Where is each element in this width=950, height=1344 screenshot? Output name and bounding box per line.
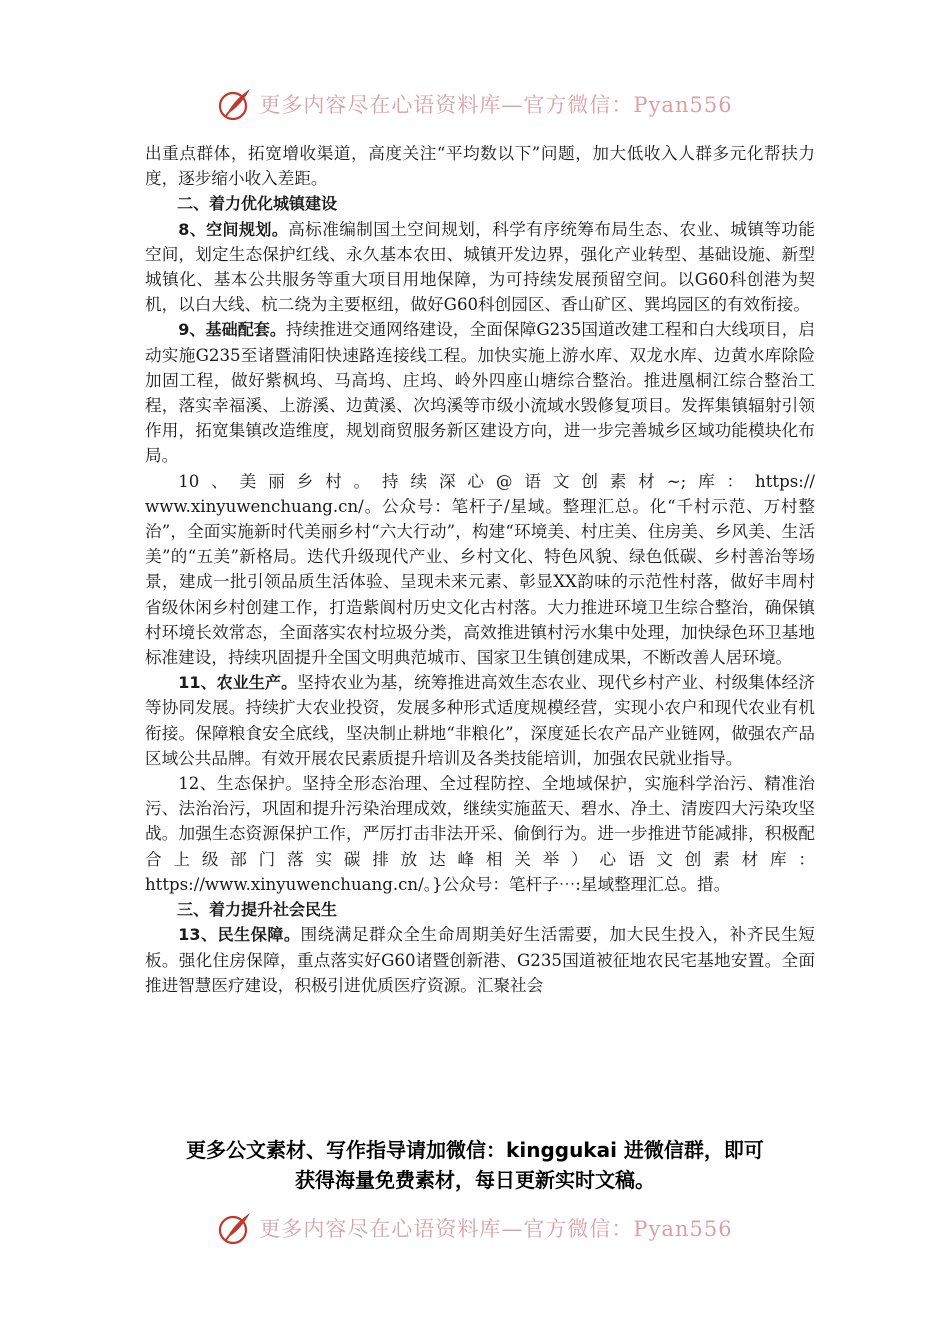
- paragraph-9-text: 持续推进交通网络建设，全面保障G235国道改建工程和白大线项目，启动实施G235至诸暨浦阳快速路连接线工程。加快实施上游水库、双龙水库、边黄水库除险加固工程，做好紫枫坞、马高坞、庄坞、岭外四座山塘综合整治。推进凰桐江综合整治工程，落实幸福溪、上游溪、边黄溪、次坞溪等市级小流域水毁修复项目。发挥集镇辐射引领作用，拓宽集镇改造维度，规划商贸服务新区建设方向，进一步完善城乡区域功能模块化布局。: [145, 320, 815, 466]
- paragraph-12: 12、生态保护。坚持全形态治理、全过程防控、全地域保护，实施科学治污、精准治污、法治治污，巩固和提升污染治理成效，继续实施蓝天、碧水、净土、清废四大污染攻坚战。加强生态资源保护工作，严厉打击非法开采、偷倒行为。进一步推进节能减排，积极配合上级部门落实碳排放达峰相关举）心语文创素材库：https://www.xinyuwenchuang.cn/。}公众号：笔杆子⋯:星域整理汇总。措。: [145, 774, 815, 894]
- paragraph-continuation: 出重点群体，拓宽增收渠道，高度关注“平均数以下”问题，加大低收入人群多元化帮扶力度，逐步缩小收入差距。: [145, 144, 815, 189]
- quill-logo-icon: [217, 1210, 253, 1246]
- banner-text: 更多内容尽在心语资料库—官方微信：Pyan556: [259, 93, 733, 117]
- paragraph-11: [145, 670, 815, 771]
- paragraph-13: [145, 922, 815, 998]
- paragraph-8: [145, 217, 815, 318]
- paragraph-11-text: 坚持农业为基，统筹推进高效生态农业、现代乡村产业、村级集体经济等协同发展。持续扩大农业投资，发展多种形式适度规模经营，实现小农户和现代农业有机衔接。保障粮食安全底线，坚决制止耕地“非粮化”，深度延长农产品产业链网，做强农产品区域公共品牌。有效开展农民素质提升培训及各类技能培训，加强农民就业指导。: [145, 673, 815, 768]
- quill-logo-icon: [217, 86, 253, 122]
- footer-banner: [0, 1208, 950, 1248]
- document-body: [145, 141, 815, 998]
- paragraph-9-label: 9、基础配套。: [178, 320, 287, 340]
- paragraph-8-text: 高标准编制国土空间规划，科学有序统筹布局生态、农业、城镇等功能空间，划定生态保护红线、永久基本农田、城镇开发边界，强化产业转型、基础设施、新型城镇化、基本公共服务等重大项目用地保障，为可持续发展预留空间。以G60科创港为契机，以白大线、杭二绕为主要枢纽，做好G60科创园区、香山矿区、巽坞园区的有效衔接。: [145, 219, 816, 315]
- promo-note: [0, 1135, 950, 1195]
- paragraph-9: [145, 317, 815, 468]
- paragraph-11-label: 11、农业生产。: [178, 673, 298, 693]
- section-heading-3: 三、着力提升社会民生: [177, 900, 338, 920]
- paragraph-13-text: 围绕满足群众全生命周期美好生活需要，加大民生投入，补齐民生短板。强化住房保障，重点落实好G60诸暨创新港、G235国道被征地农民宅基地安置。全面推进智慧医疗建设，积极引进优质医疗资源。汇聚社会: [145, 925, 815, 995]
- paragraph-8-label: 8、空间规划。: [178, 219, 289, 239]
- section-heading-2: 二、着力优化城镇建设: [177, 194, 338, 214]
- paragraph-13-label: 13、民生保障。: [178, 925, 301, 945]
- paragraph-10-first-line: 10、美丽乡村。持续深心@语文创素材~;库：https://: [178, 471, 815, 491]
- paragraph-10-text: www.xinyuwenchuang.cn/。公众号：笔杆子/星域。整理汇总。化“千村示范、万村整治”，全面实施新时代美丽乡村“六大行动”，构建“环境美、村庄美、住房美、乡风美、生活美”的“五美”新格局。迭代升级现代产业、乡村文化、特色风貌、绿色低碳、乡村善治等场景，建成一批引领品质生活体验、呈现未来元素、彰显XX韵味的示范性村落，做好丰周村省级休闲乡村创建工作，打造紫阆村历史文化古村落。大力推进环境卫生综合整治，确保镇村环境长效常态，全面落实农村垃圾分类，高效推进镇村污水集中处理，加快绿色环卫基地标准建设，持续巩固提升全国文明典范城市、国家卫生镇创建成果，不断改善人居环境。: [145, 496, 815, 668]
- promo-note-line-1: 更多公文素材、写作指导请加微信：kinggukai 进微信群，即可: [186, 1138, 764, 1162]
- header-banner: [0, 84, 950, 124]
- banner-text: 更多内容尽在心语资料库—官方微信：Pyan556: [259, 1217, 733, 1241]
- promo-note-line-2: 获得海量免费素材，每日更新实时文稿。: [295, 1168, 655, 1192]
